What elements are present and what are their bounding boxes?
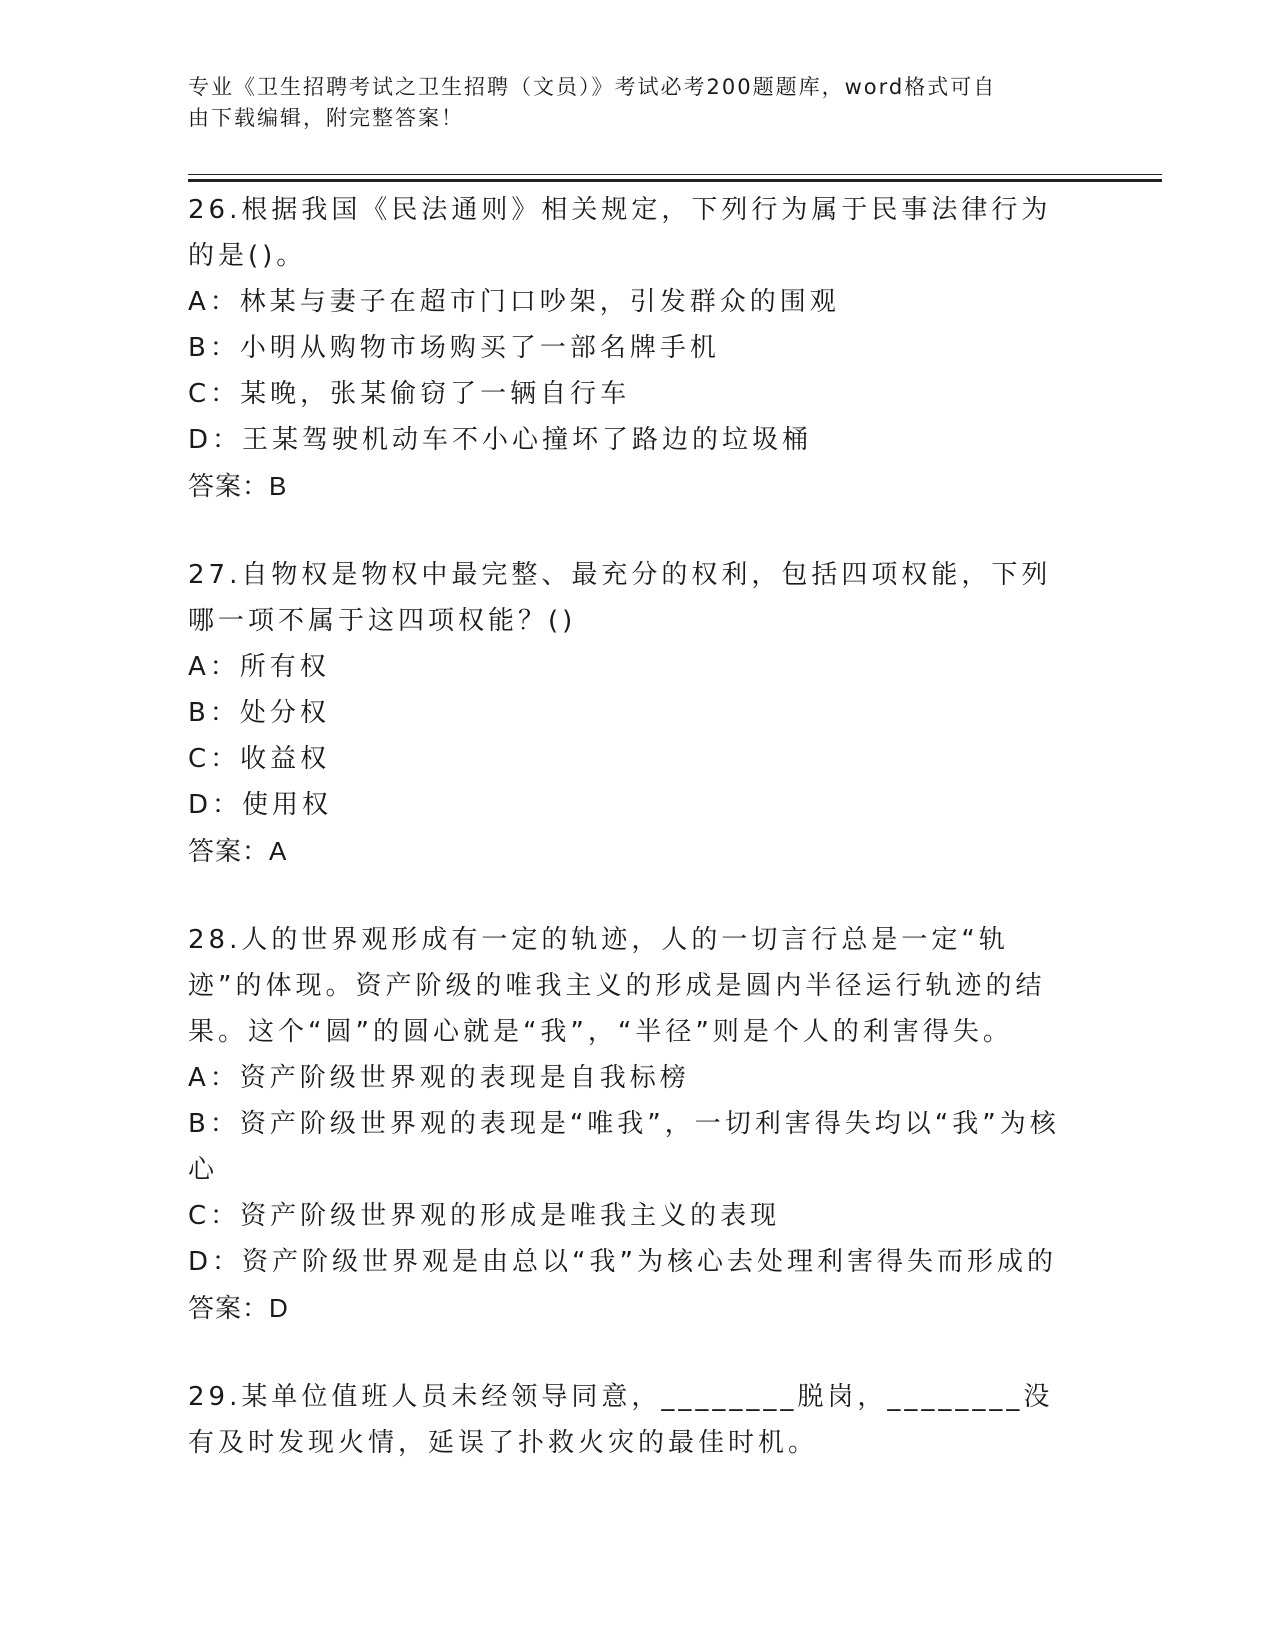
header-divider-thick (188, 179, 1162, 182)
question-28 (188, 917, 1078, 1331)
question-26 (188, 187, 1078, 509)
question-text: 26.根据我国《民法通则》相关规定，下列行为属于民事法律行为的是()。 (188, 195, 1052, 271)
option-d: D：使用权 (188, 790, 333, 820)
option-list (188, 1055, 1078, 1285)
question-list (188, 187, 1078, 1466)
option-c: C：某晚，张某偷窃了一辆自行车 (188, 379, 631, 409)
option-a: A：资产阶级世界观的表现是自我标榜 (188, 1063, 690, 1093)
option-b: B：小明从购物市场购买了一部名牌手机 (188, 333, 720, 363)
option-list (188, 279, 1078, 463)
option-b: B：处分权 (188, 698, 330, 728)
answer-line: 答案：D (188, 1293, 289, 1323)
option-c: C：收益权 (188, 744, 331, 774)
option-a: A：林某与妻子在超市门口吵架，引发群众的围观 (188, 287, 840, 317)
option-d: D：资产阶级世界观是由总以“我”为核心去处理利害得失而形成的 (188, 1247, 1057, 1277)
document-header (188, 72, 1068, 134)
question-27 (188, 552, 1078, 874)
question-text: 27.自物权是物权中最完整、最充分的权利，包括四项权能，下列哪一项不属于这四项权能？() (188, 560, 1052, 636)
header-divider-thin (188, 174, 1162, 175)
question-29 (188, 1374, 1078, 1466)
option-b: B：资产阶级世界观的表现是“唯我”，一切利害得失均以“我”为核心 (188, 1109, 1060, 1185)
header-line-1: 专业《卫生招聘考试之卫生招聘（文员）》考试必考200题题库，word格式可自 (188, 75, 997, 99)
option-d: D：王某驾驶机动车不小心撞坏了路边的垃圾桶 (188, 425, 813, 455)
answer-line: 答案：A (188, 836, 288, 866)
option-a: A：所有权 (188, 652, 330, 682)
header-line-2: 由下载编辑，附完整答案！ (188, 106, 464, 130)
question-text: 28.人的世界观形成有一定的轨迹，人的一切言行总是一定“轨迹”的体现。资产阶级的唯我主义的形成是圆内半径运行轨迹的结果。这个“圆”的圆心就是“我”，“半径”则是个人的利害得失。 (188, 925, 1046, 1047)
answer-line: 答案：B (188, 471, 288, 501)
option-list (188, 644, 1078, 828)
question-text: 29.某单位值班人员未经领导同意，________脱岗，________没有及时发现火情，延误了扑救火灾的最佳时机。 (188, 1382, 1054, 1458)
option-c: C：资产阶级世界观的形成是唯我主义的表现 (188, 1201, 781, 1231)
